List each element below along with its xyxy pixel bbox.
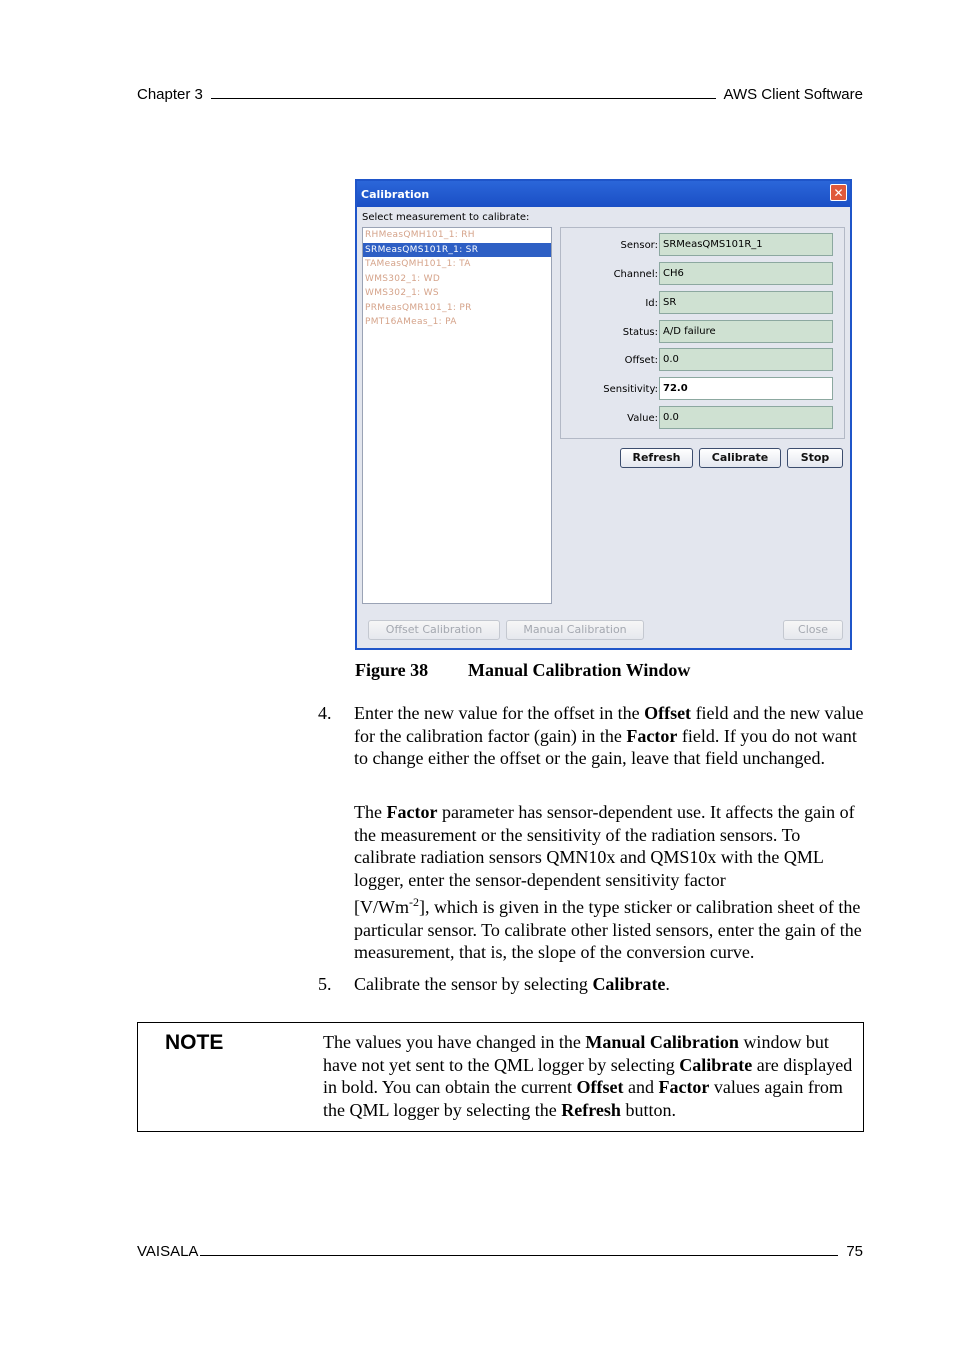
manual-calibration-button[interactable]: Manual Calibration (506, 620, 644, 640)
calibrate-button[interactable]: Calibrate (699, 448, 781, 468)
sensitivity-row (561, 377, 846, 402)
status-label: Status: (622, 327, 658, 338)
value-row (561, 406, 846, 431)
list-item-selected[interactable]: SRMeasQMS101R_1: SR (363, 243, 551, 258)
value-field: 0.0 (659, 406, 833, 429)
note-box (137, 1022, 864, 1132)
footer-rule (200, 1255, 838, 1256)
list-item[interactable]: PRMeasQMR101_1: PR (365, 302, 472, 313)
step-5-number: 5. (318, 974, 332, 994)
id-label: Id: (645, 298, 658, 309)
offset-row (561, 348, 846, 373)
value-label: Value: (627, 413, 658, 424)
calibration-dialog (355, 179, 852, 650)
factor-paragraph: The Factor parameter has sensor-dependent use. It affects the gain of the measurement or the sensitivity of the radiation sensors. To calibrate radiation sensors QMN10x and QMS10x with the QML logger, enter the sensor-dependent sensitivity factor $[V/Wm^{-2}]$, which is given in the type sticker or calibration sheet of the particular sensor. To calibrate other listed sensors, enter the gain of the measurement, that is, the slope of the conversion curve. (354, 802, 862, 962)
page-number: 75 (846, 1243, 863, 1260)
id-field: SR (659, 291, 833, 314)
sensitivity-field[interactable]: 72.0 (659, 377, 833, 400)
list-item[interactable]: WMS302_1: WS (365, 288, 439, 298)
status-row (561, 320, 846, 345)
status-field: A/D failure (659, 320, 833, 343)
offset-field[interactable]: 0.0 (659, 348, 833, 371)
channel-label: Channel: (613, 269, 658, 280)
step-4-number: 4. (318, 703, 332, 723)
list-item[interactable]: PMT16AMeas_1: PA (365, 317, 457, 327)
figure-number: Figure 38 (355, 660, 429, 680)
dialog-title: Calibration (361, 187, 430, 201)
chapter-label: Chapter 3 (137, 86, 203, 103)
refresh-button[interactable]: Refresh (620, 448, 693, 468)
list-item[interactable]: WMS302_1: WD (365, 273, 441, 284)
offset-calibration-button[interactable]: Offset Calibration (368, 620, 500, 640)
step-4-text: Enter the new value for the offset in the Offset field and the new value for the calibration factor (gain) in the Factor field. If you do not want to change either the offset or the gain, leave that field unchanged. (354, 703, 864, 768)
close-icon[interactable]: ✕ (830, 184, 847, 201)
sensor-label: Sensor: (620, 240, 658, 251)
header-title: AWS Client Software (723, 86, 863, 103)
step-5-text: Calibrate the sensor by selecting Calibrate. (354, 974, 670, 994)
sensor-fields-panel (560, 227, 845, 439)
note-label: NOTE (165, 1031, 224, 1054)
page-header (137, 86, 863, 103)
id-row (561, 291, 846, 316)
sensitivity-label: Sensitivity: (603, 384, 658, 395)
offset-label: Offset: (624, 355, 658, 366)
figure-title: Manual Calibration Window (468, 660, 691, 680)
header-rule (211, 98, 716, 99)
measurement-prompt: Select measurement to calibrate: (362, 212, 530, 223)
measurement-list[interactable] (362, 227, 552, 604)
footer-company: VAISALA (137, 1243, 199, 1260)
channel-field: CH6 (659, 262, 833, 285)
stop-button[interactable]: Stop (787, 448, 843, 468)
sensor-field: SRMeasQMS101R_1 (659, 233, 833, 256)
dialog-titlebar (357, 181, 850, 207)
note-text: The values you have changed in the Manual Calibration window but have not yet sent to the QML logger by selecting Calibrate are displayed in bold. You can obtain the current Offset and Factor values again from the QML logger by selecting the Refresh button. (323, 1032, 853, 1120)
sensor-row (561, 233, 846, 258)
page-footer (137, 1243, 863, 1260)
list-item[interactable]: RHMeasQMH101_1: RH (365, 230, 475, 240)
figure-caption (355, 660, 690, 681)
list-item[interactable]: TAMeasQMH101_1: TA (365, 259, 471, 269)
channel-row (561, 262, 846, 287)
close-button[interactable]: Close (783, 620, 843, 640)
